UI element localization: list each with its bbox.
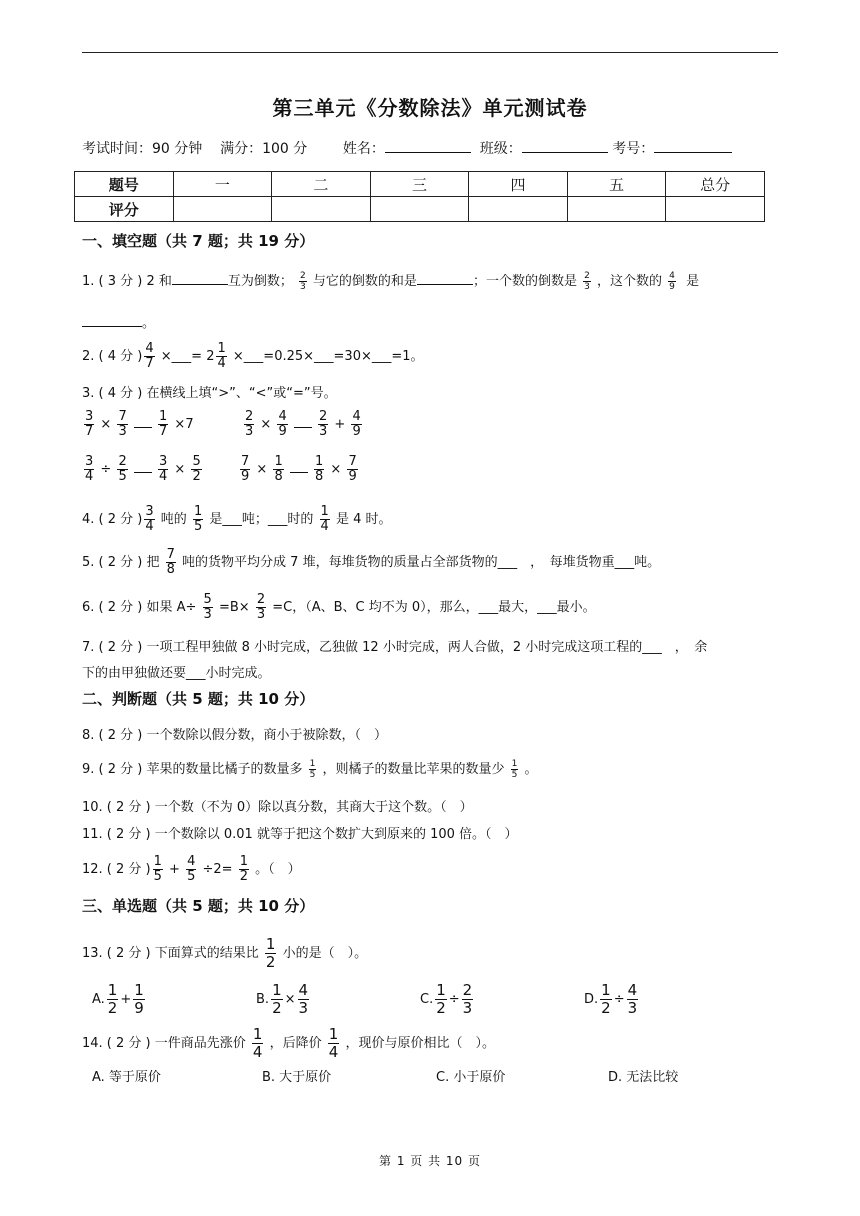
fraction: $\frac{2}{5}$ (118, 454, 127, 484)
q-text: 互为倒数； (227, 274, 293, 289)
fraction: $\frac{3}{4}$ (85, 454, 94, 484)
q-text: 4. ( 2 分 ) (82, 512, 143, 527)
q-text: 。（ ） (255, 862, 301, 877)
q-text: ×___=0.25×___=30×___=1。 (232, 349, 424, 364)
question-1 (82, 270, 699, 292)
option-letter: C. (420, 992, 434, 1007)
q-text: ÷2= (202, 862, 233, 877)
section-title: 三、单选题（共 5 题；共 10 分） (82, 897, 315, 915)
fraction: $\frac{1}{8}$ (315, 454, 324, 484)
fraction: $\frac{1}{7}$ (159, 409, 168, 439)
score-cell: 二 (272, 172, 371, 197)
q13-option-d[interactable]: D. $\frac{1}{2}$ ÷ $\frac{4}{3}$ (584, 981, 638, 1017)
q14-option-d[interactable]: D. 无法比较 (608, 1070, 679, 1085)
q-text: 吨的货物平均分成 7 堆，每堆货物的质量占全部货物的___ ， 每堆货物重___吨。 (182, 555, 661, 570)
fraction: $\frac{4}{9}$ (278, 409, 287, 439)
fraction: $\frac{3}{7}$ (85, 409, 94, 439)
score-input-cell[interactable] (666, 197, 765, 222)
q-text: ×___= 2 (160, 349, 215, 364)
fraction: $\frac{3}{4}$ (145, 504, 154, 534)
fraction: $\frac{2}{3}$ (300, 271, 306, 292)
score-input-cell[interactable] (469, 197, 568, 222)
fraction: $\frac{1}{2}$ (436, 981, 446, 1017)
compare-row-1-right: $\frac{2}{3}$ × $\frac{4}{9}$ $\frac{2}{3}$ + $\frac{4}{9}$ (245, 409, 361, 439)
compare-row-1-left: $\frac{3}{7}$ × $\frac{7}{3}$ $\frac{1}{7}$ ×7 (85, 409, 194, 439)
fraction: $\frac{1}{4}$ (252, 1025, 263, 1061)
name-label: 姓名： (342, 141, 385, 157)
q13-option-b[interactable]: B. $\frac{1}{2}$ × $\frac{4}{3}$ (256, 981, 309, 1017)
answer-blank[interactable] (134, 460, 152, 473)
q-text: 12. ( 2 分 ) (82, 862, 151, 877)
compare-row-2-right: $\frac{7}{9}$ × $\frac{1}{8}$ $\frac{1}{8}$ × $\frac{7}{9}$ (241, 454, 357, 484)
class-label: 班级： (479, 141, 522, 157)
score-input-cell[interactable] (567, 197, 666, 222)
score-input-cell[interactable] (272, 197, 371, 222)
fraction: $\frac{3}{4}$ (159, 454, 168, 484)
question-5 (82, 548, 660, 577)
q-text: ，后降价 (269, 1036, 322, 1051)
answer-blank[interactable] (417, 272, 473, 285)
fraction: $\frac{5}{2}$ (192, 454, 201, 484)
score-cell: 四 (469, 172, 568, 197)
exam-full-score: 满分：100 分 (220, 141, 308, 157)
question-1-cont (82, 312, 155, 331)
fraction: $\frac{7}{9}$ (348, 454, 357, 484)
answer-blank[interactable] (294, 415, 312, 428)
question-4 (82, 505, 391, 534)
q-text: 与它的倒数的和是 (312, 274, 417, 289)
number-label: 考号： (612, 141, 655, 157)
exam-info (82, 138, 732, 158)
score-input-cell[interactable] (370, 197, 469, 222)
answer-blank[interactable] (290, 460, 308, 473)
fraction: $\frac{1}{9}$ (134, 981, 144, 1017)
q-text: 13. ( 2 分 ) 下面算式的结果比 (82, 946, 259, 961)
q-text: ，现价与原价相比（ ）。 (345, 1036, 495, 1051)
fraction: $\frac{4}{5}$ (187, 854, 196, 884)
header-rule (82, 52, 778, 53)
fraction: $\frac{2}{3}$ (462, 981, 473, 1017)
q-text: 14. ( 2 分 ) 一件商品先涨价 (82, 1036, 246, 1051)
q-text: =C，（A、B、C 均不为 0），那么，___最大，___最小。 (272, 600, 596, 615)
q-text: 6. ( 2 分 ) 如果 A÷ (82, 600, 197, 615)
fraction: $\frac{1}{4}$ (328, 1025, 339, 1061)
question-10: 10. ( 2 分 ) 一个数（不为 0）除以真分数，其商大于这个数。（ ） (82, 800, 473, 815)
fraction: $\frac{7}{3}$ (118, 409, 127, 439)
answer-blank[interactable] (172, 272, 228, 285)
question-14 (82, 1026, 495, 1061)
question-2 (82, 342, 424, 371)
q-text: 是 (686, 274, 700, 289)
q-text: 是 4 时。 (335, 512, 392, 527)
question-11: 11. ( 2 分 ) 一个数除以 0.01 就等于把这个数扩大到原来的 100 倍。（ ） (82, 827, 518, 842)
fraction: $\frac{1}{5}$ (153, 854, 162, 884)
question-12: 12. ( 2 分 ) $\frac{1}{5}$ + $\frac{4}{5}$ ÷2= $\frac{1}{2}$ 。（ ） (82, 854, 301, 884)
q14-option-b[interactable]: B. 大于原价 (262, 1070, 332, 1085)
q-text: 1. ( 3 分 ) 2 和 (82, 274, 172, 289)
fraction: $\frac{1}{2}$ (272, 981, 282, 1017)
fraction: $\frac{1}{4}$ (320, 504, 329, 534)
exam-time: 考试时间：90 分钟 (82, 141, 203, 157)
q13-option-a[interactable]: A. $\frac{1}{2}$ + $\frac{1}{9}$ (92, 981, 144, 1017)
q-text: 。 (524, 762, 538, 777)
question-6 (82, 593, 596, 622)
fraction: $\frac{1}{2}$ (601, 981, 611, 1017)
answer-blank[interactable] (82, 314, 142, 327)
fraction: $\frac{2}{3}$ (256, 592, 266, 622)
question-7: 7. ( 2 分 ) 一项工程甲独做 8 小时完成，乙独做 12 小时完成，两人合做，2 小时完成这项工程的___ ， 余 (82, 640, 708, 655)
score-table-score-row (75, 197, 765, 222)
fraction: $\frac{4}{9}$ (352, 409, 361, 439)
question-13 (82, 936, 367, 971)
fraction: $\frac{1}{5}$ (193, 504, 203, 534)
section-title: 一、填空题（共 7 题；共 19 分） (82, 232, 315, 250)
fraction: $\frac{1}{5}$ (309, 759, 316, 780)
q-text: 小的是（ ）。 (282, 946, 368, 961)
q-text: ，这个数的 (596, 274, 662, 289)
number-blank[interactable] (654, 138, 732, 153)
fraction: $\frac{1}{2}$ (239, 854, 248, 884)
q-text: 。 (142, 316, 156, 331)
fraction: $\frac{5}{3}$ (203, 592, 212, 622)
score-cell: 评分 (75, 197, 174, 222)
q-text: =B× (218, 600, 250, 615)
score-cell: 一 (173, 172, 272, 197)
q-text: 吨的 (160, 512, 187, 527)
q-text: ，则橘子的数量比苹果的数量少 (322, 762, 505, 777)
question-8: 8. ( 2 分 ) 一个数除以假分数，商小于被除数，（ ） (82, 728, 387, 743)
page-footer: 第 1 页 共 10 页 (379, 1154, 481, 1168)
fraction: $\frac{1}{8}$ (274, 454, 283, 484)
fraction: $\frac{2}{3}$ (319, 409, 328, 439)
fraction: $\frac{2}{3}$ (245, 409, 254, 439)
fraction: $\frac{7}{9}$ (241, 454, 250, 484)
fraction: $\frac{1}{4}$ (217, 341, 226, 371)
page-title: 第三单元《分数除法》单元测试卷 (272, 96, 588, 120)
question-7-cont: 下的由甲独做还要___小时完成。 (82, 666, 271, 681)
q14-option-c[interactable]: C. 小于原价 (436, 1070, 506, 1085)
score-cell: 三 (370, 172, 469, 197)
fraction: $\frac{1}{5}$ (511, 759, 518, 780)
q-text: 是___吨；___时的 (209, 512, 314, 527)
fraction: $\frac{2}{3}$ (584, 271, 590, 292)
score-table (74, 171, 765, 222)
fraction: $\frac{4}{7}$ (145, 341, 154, 371)
option-letter: D. (584, 992, 599, 1007)
answer-blank[interactable] (134, 415, 152, 428)
option-letter: B. (256, 992, 270, 1007)
option-letter: A. (92, 992, 105, 1007)
q13-option-c[interactable]: C. $\frac{1}{2}$ ÷ $\frac{2}{3}$ (420, 981, 473, 1017)
q-text: 2. ( 4 分 ) (82, 349, 143, 364)
name-blank[interactable] (385, 138, 471, 153)
section-title: 二、判断题（共 5 题；共 10 分） (82, 690, 315, 708)
score-table-header-row (75, 172, 765, 197)
fraction: $\frac{1}{2}$ (265, 935, 276, 971)
fraction: $\frac{4}{9}$ (669, 271, 675, 292)
compare-row-2-left: $\frac{3}{4}$ ÷ $\frac{2}{5}$ $\frac{3}{4}$ × $\frac{5}{2}$ (85, 454, 201, 484)
class-blank[interactable] (522, 138, 608, 153)
fraction: $\frac{4}{3}$ (298, 981, 309, 1017)
question-3: 3. ( 4 分 ) 在横线上填“>”、“<”或“=”号。 (82, 386, 337, 401)
score-input-cell[interactable] (173, 197, 272, 222)
q-text: 5. ( 2 分 ) 把 (82, 555, 160, 570)
question-9 (82, 758, 538, 780)
fraction: $\frac{7}{8}$ (166, 547, 175, 577)
q-text: 9. ( 2 分 ) 苹果的数量比橘子的数量多 (82, 762, 303, 777)
fraction: $\frac{1}{2}$ (107, 981, 118, 1017)
score-cell: 五 (567, 172, 666, 197)
score-cell: 题号 (75, 172, 174, 197)
q-text: ；一个数的倒数是 (472, 274, 577, 289)
score-cell: 总分 (666, 172, 765, 197)
q14-option-a[interactable]: A. 等于原价 (92, 1070, 161, 1085)
fraction: $\frac{4}{3}$ (627, 981, 638, 1017)
